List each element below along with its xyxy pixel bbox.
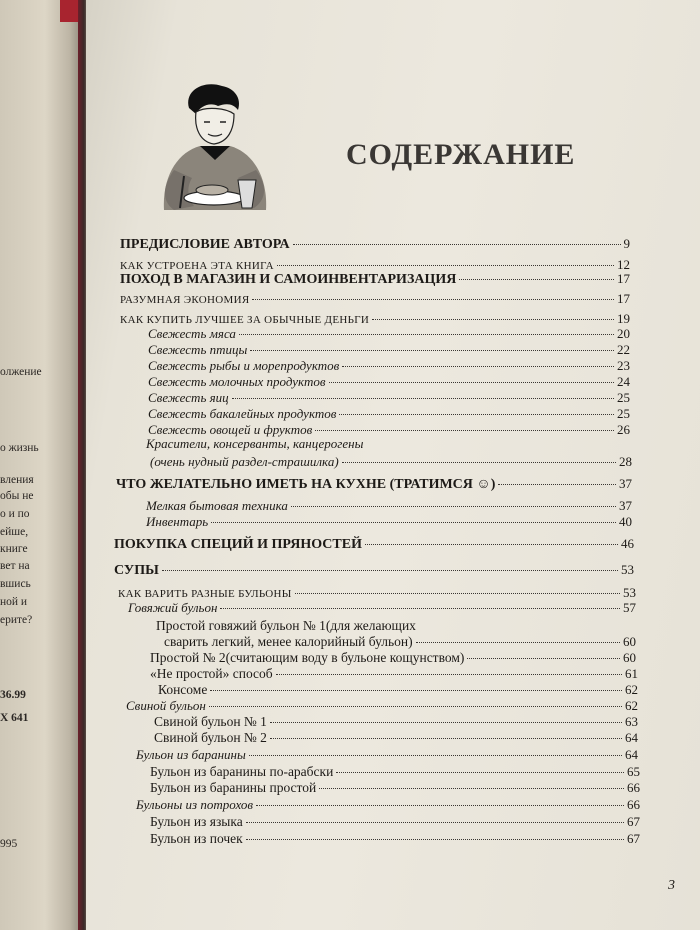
toc-entry[interactable] xyxy=(148,375,630,388)
toc-entry-title: (очень нудный раздел-страшилка) xyxy=(150,454,339,469)
toc-entry[interactable] xyxy=(120,272,630,287)
left-page-text-fragment: обы не xyxy=(0,490,34,502)
toc-entry[interactable] xyxy=(126,699,638,712)
dot-leader xyxy=(467,658,620,659)
toc-entry-title: КАК КУПИТЬ ЛУЧШЕЕ ЗА ОБЫЧНЫЕ ДЕНЬГИ xyxy=(120,314,370,326)
toc-entry[interactable] xyxy=(150,667,638,681)
toc-entry[interactable] xyxy=(164,635,636,649)
toc-entry[interactable] xyxy=(114,537,634,552)
toc-entry[interactable] xyxy=(114,563,634,578)
toc-entry-title-line: Красители, консерванты, канцерогены xyxy=(146,436,364,451)
toc-entry-title: Бульон из баранины по-арабски xyxy=(150,764,334,779)
dot-leader xyxy=(291,506,616,507)
toc-entry-page: 66 xyxy=(627,797,640,812)
dot-leader xyxy=(246,822,624,823)
dot-leader xyxy=(329,382,615,383)
dot-leader xyxy=(211,522,616,523)
toc-entry[interactable] xyxy=(118,586,636,600)
toc-entry-title: Свежесть мяса xyxy=(148,326,236,341)
toc-entry-title: ПОХОД В МАГАЗИН И САМОИНВЕНТАРИЗАЦИЯ xyxy=(120,272,457,287)
toc-entry[interactable] xyxy=(128,601,636,614)
toc-entry[interactable] xyxy=(150,781,640,795)
dot-leader xyxy=(339,414,614,415)
dot-leader xyxy=(252,299,614,300)
toc-entry[interactable] xyxy=(148,407,630,420)
toc-entry-title: КАК ВАРИТЬ РАЗНЫЕ БУЛЬОНЫ xyxy=(118,588,292,600)
toc-entry-page: 63 xyxy=(625,714,638,729)
dot-leader xyxy=(498,484,616,485)
toc-entry-page: 46 xyxy=(621,536,634,551)
dot-leader xyxy=(210,690,622,691)
toc-entry-page: 61 xyxy=(625,666,638,681)
dot-leader xyxy=(336,772,624,773)
toc-entry[interactable] xyxy=(150,815,640,829)
toc-entry[interactable] xyxy=(148,391,630,404)
toc-entry-title: Свежесть бакалейных продуктов xyxy=(148,406,337,421)
toc-entry-page: 60 xyxy=(623,634,636,649)
toc-entry-page: 60 xyxy=(623,650,636,665)
left-page-text-fragment: вет на xyxy=(0,560,30,572)
toc-entry-title: Свежесть яиц xyxy=(148,390,229,405)
page-number: 3 xyxy=(668,878,675,893)
toc-entry-title: Простой № 2(считающим воду в бульоне кощунством) xyxy=(150,650,465,665)
toc-entry-page: 24 xyxy=(617,374,630,389)
toc-entry[interactable] xyxy=(154,715,638,729)
toc-entry[interactable] xyxy=(120,292,630,306)
toc-entry-title: Свиной бульон xyxy=(126,698,206,713)
dot-leader xyxy=(270,738,622,739)
toc-entry-page: 25 xyxy=(617,390,630,405)
toc-entry-page: 62 xyxy=(625,698,638,713)
dot-leader xyxy=(249,755,622,756)
toc-entry-title: Свежесть овощей и фруктов xyxy=(148,422,313,437)
toc-entry-page: 64 xyxy=(625,730,638,745)
dot-leader xyxy=(239,334,614,335)
toc-entry-title: Консоме xyxy=(158,682,208,697)
left-page-text-fragment: ной и xyxy=(0,596,28,608)
dot-leader xyxy=(277,265,614,266)
toc-entry[interactable] xyxy=(120,312,630,326)
toc-entry[interactable] xyxy=(154,731,638,745)
dot-leader xyxy=(270,722,622,723)
dot-leader xyxy=(342,366,614,367)
toc-entry-title: КАК УСТРОЕНА ЭТА КНИГА xyxy=(120,260,274,272)
page-title: СОДЕРЖАНИЕ xyxy=(346,138,576,171)
toc-entry-title: ЧТО ЖЕЛАТЕЛЬНО ИМЕТЬ НА КУХНЕ (ТРАТИМСЯ ☺) xyxy=(116,477,496,492)
toc-entry-title: Говяжий бульон xyxy=(128,600,218,615)
toc-entry-page: 25 xyxy=(617,406,630,421)
left-page xyxy=(0,0,82,930)
toc-entry-title: РАЗУМНАЯ ЭКОНОМИЯ xyxy=(120,294,250,306)
toc-entry-title: Бульоны из потрохов xyxy=(136,797,254,812)
left-page-text-fragment: 36.99 xyxy=(0,689,26,701)
toc-entry-page: 53 xyxy=(621,562,634,577)
toc-entry[interactable] xyxy=(150,651,636,665)
toc-entry[interactable] xyxy=(120,237,630,252)
toc-entry-page: 64 xyxy=(625,747,638,762)
toc-entry-page: 57 xyxy=(623,600,636,615)
toc-entry[interactable] xyxy=(148,423,630,436)
toc-entry-title: ПОКУПКА СПЕЦИЙ И ПРЯНОСТЕЙ xyxy=(114,537,362,552)
toc-entry-title: Свежесть рыбы и морепродуктов xyxy=(148,358,340,373)
left-page-text-fragment: X 641 xyxy=(0,712,29,724)
toc-entry[interactable] xyxy=(148,327,630,340)
dot-leader xyxy=(416,642,620,643)
contents-page xyxy=(86,0,700,930)
toc-entry[interactable] xyxy=(146,499,632,512)
toc-entry-page: 62 xyxy=(625,682,638,697)
toc-entry-title: Бульон из почек xyxy=(150,831,243,846)
toc-entry-page: 53 xyxy=(623,585,636,600)
left-page-text-fragment: о и по xyxy=(0,508,30,520)
left-page-text-fragment: о жизнь xyxy=(0,442,39,454)
toc-entry[interactable] xyxy=(150,455,632,468)
dot-leader xyxy=(256,805,624,806)
toc-entry[interactable] xyxy=(136,748,638,761)
left-page-text-fragment: книге xyxy=(0,543,28,555)
toc-entry-title: Свиной бульон № 1 xyxy=(154,714,267,729)
toc-entry-title: Мелкая бытовая техника xyxy=(146,498,288,513)
toc-entry-title: Бульон из языка xyxy=(150,814,243,829)
toc-entry-title: Бульон из баранины простой xyxy=(150,780,317,795)
toc-entry-page: 67 xyxy=(627,831,640,846)
dot-leader xyxy=(293,244,621,245)
dot-leader xyxy=(276,674,622,675)
dot-leader xyxy=(246,839,624,840)
toc-entry-page: 20 xyxy=(617,326,630,341)
toc-entry-page: 22 xyxy=(617,342,630,357)
dot-leader xyxy=(232,398,614,399)
toc-entry-title: Инвентарь xyxy=(146,514,209,529)
dot-leader xyxy=(342,462,616,463)
left-page-text-fragment: вления xyxy=(0,474,34,486)
toc-entry-page: 67 xyxy=(627,814,640,829)
left-page-text-fragment: олжение xyxy=(0,366,42,378)
dot-leader xyxy=(295,593,620,594)
toc-entry-page: 9 xyxy=(623,236,630,251)
dot-leader xyxy=(365,544,618,545)
toc-entry-page: 12 xyxy=(617,257,630,272)
toc-entry[interactable] xyxy=(150,765,640,779)
toc-entry-title: ПРЕДИСЛОВИЕ АВТОРА xyxy=(120,237,290,252)
toc-entry-page: 40 xyxy=(619,514,632,529)
dot-leader xyxy=(372,319,614,320)
toc-entry-page: 19 xyxy=(617,311,630,326)
toc-entry-title: Свежесть птицы xyxy=(148,342,248,357)
toc-entry[interactable] xyxy=(120,258,630,272)
left-page-text-fragment: ейше, xyxy=(0,526,29,538)
dot-leader xyxy=(315,430,614,431)
dot-leader xyxy=(220,608,620,609)
dot-leader xyxy=(162,570,618,571)
toc-entry-page: 23 xyxy=(617,358,630,373)
toc-entry-page: 17 xyxy=(617,291,630,306)
toc-entry-title: СУПЫ xyxy=(114,563,159,578)
toc-entry-title: сварить легкий, менее калорийный бульон) xyxy=(164,634,413,649)
toc-entry[interactable] xyxy=(136,798,640,811)
left-page-text-fragment: 995 xyxy=(0,838,18,850)
cook-illustration xyxy=(134,80,284,220)
toc-entry-page: 28 xyxy=(619,454,632,469)
toc-entry-title: Бульон из баранины xyxy=(136,747,246,762)
toc-entry-page: 66 xyxy=(627,780,640,795)
toc-entry-page: 26 xyxy=(617,422,630,437)
toc-entry-title: «Не простой» способ xyxy=(150,666,273,681)
dot-leader xyxy=(319,788,624,789)
toc-entry-page: 37 xyxy=(619,476,632,491)
toc-entry-title: Свиной бульон № 2 xyxy=(154,730,267,745)
toc-entry-page: 37 xyxy=(619,498,632,513)
toc-entry-title: Свежесть молочных продуктов xyxy=(148,374,326,389)
left-page-text-fragment: вшись xyxy=(0,578,31,590)
toc-entry[interactable] xyxy=(150,832,640,846)
toc-entry[interactable] xyxy=(158,683,638,697)
toc-entry-page: 65 xyxy=(627,764,640,779)
toc-entry[interactable] xyxy=(116,477,632,492)
toc-entry-page: 17 xyxy=(617,271,630,286)
toc-entry[interactable] xyxy=(148,343,630,356)
toc-entry-title-line: Простой говяжий бульон № 1(для желающих xyxy=(156,618,416,633)
left-page-text-fragment: ерите? xyxy=(0,614,33,626)
dot-leader xyxy=(209,706,622,707)
toc-entry[interactable] xyxy=(148,359,630,372)
toc-entry[interactable] xyxy=(146,515,632,528)
dot-leader xyxy=(459,279,614,280)
dot-leader xyxy=(250,350,614,351)
